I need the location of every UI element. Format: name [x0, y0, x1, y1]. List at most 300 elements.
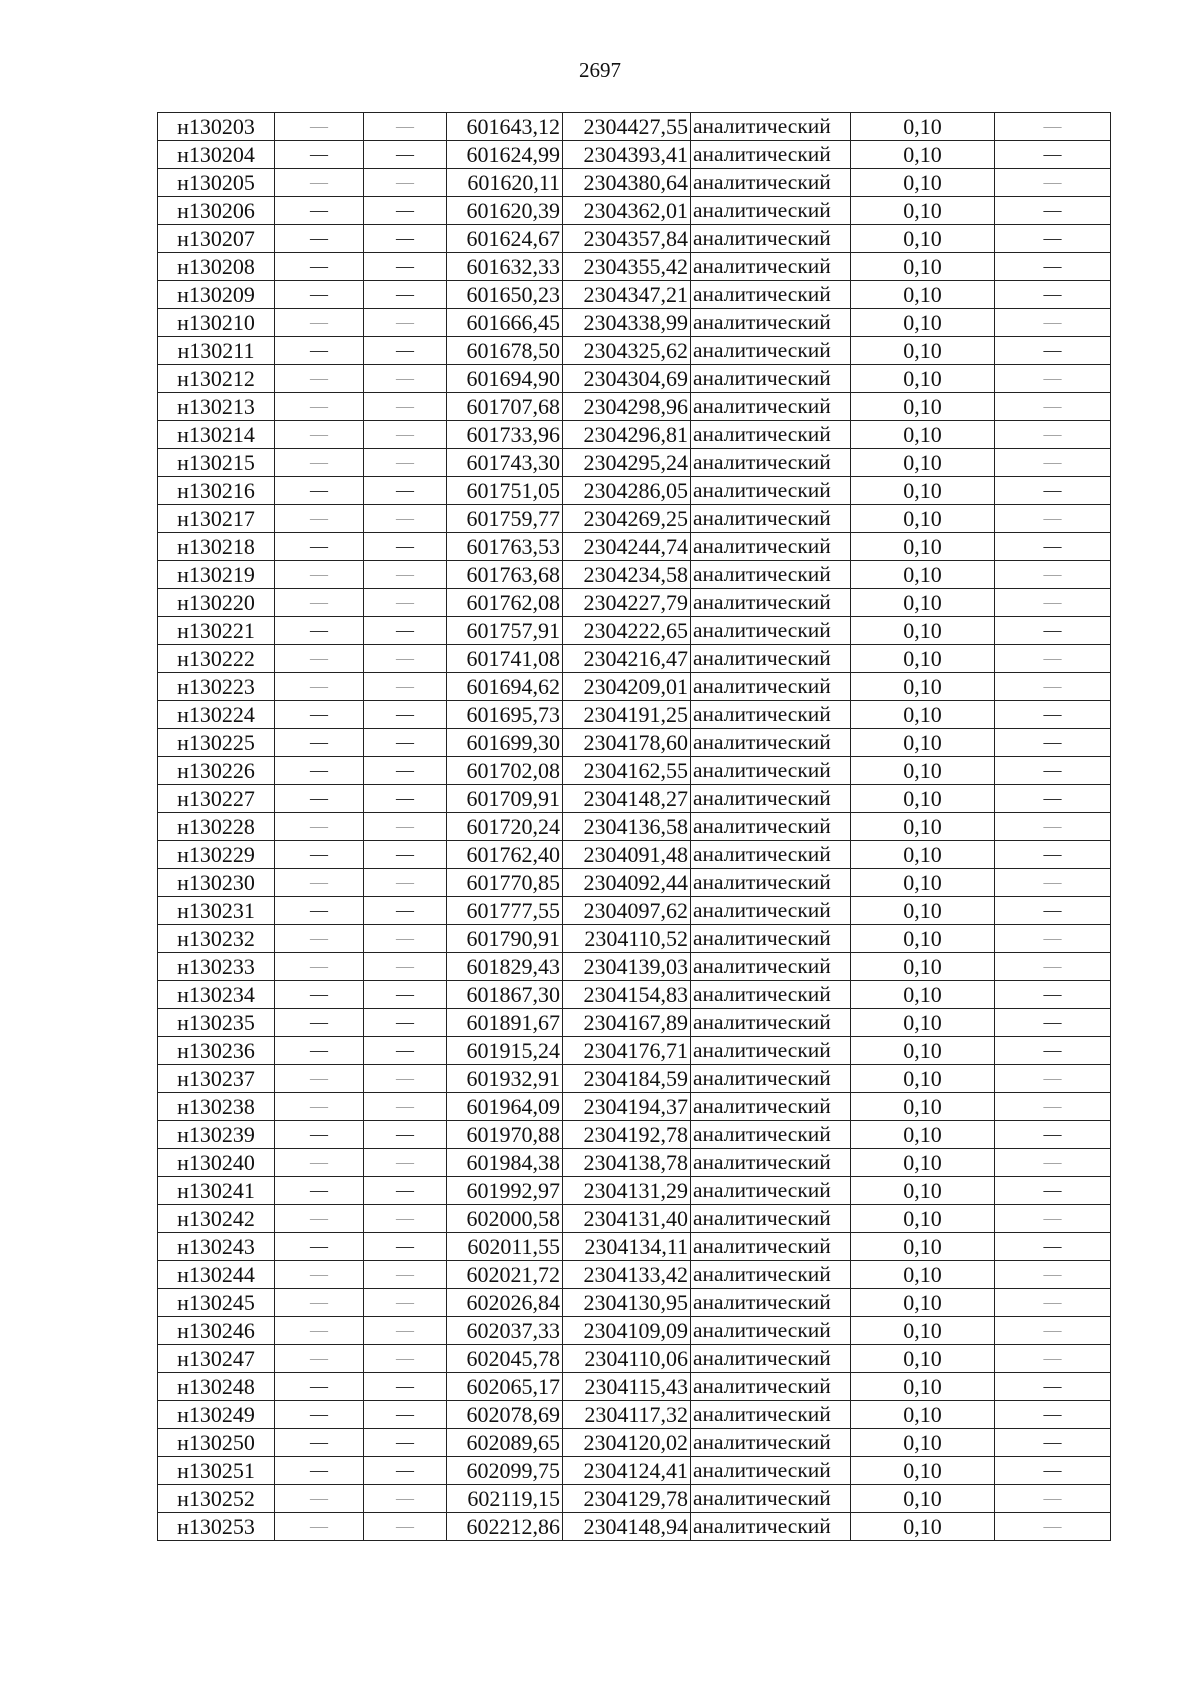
accuracy-cell: 0,10	[851, 309, 995, 337]
empty-value-cell: —	[364, 841, 447, 869]
accuracy-cell: 0,10	[851, 533, 995, 561]
accuracy-cell: 0,10	[851, 673, 995, 701]
table-row	[158, 1373, 1111, 1401]
point-id-cell: н130205	[158, 169, 275, 197]
method-cell: аналитический	[691, 645, 851, 673]
empty-value-cell: —	[995, 1485, 1111, 1513]
method-cell: аналитический	[691, 1317, 851, 1345]
empty-value-cell: —	[364, 673, 447, 701]
empty-value-cell: —	[275, 1373, 364, 1401]
accuracy-cell: 0,10	[851, 113, 995, 141]
accuracy-cell: 0,10	[851, 897, 995, 925]
table-row	[158, 533, 1111, 561]
table-row	[158, 1513, 1111, 1541]
empty-value-cell: —	[364, 281, 447, 309]
point-id-cell: н130229	[158, 841, 275, 869]
accuracy-cell: 0,10	[851, 1233, 995, 1261]
empty-value-cell: —	[364, 869, 447, 897]
coordinate-y-cell: 2304115,43	[563, 1373, 691, 1401]
table-row	[158, 1037, 1111, 1065]
point-id-cell: н130233	[158, 953, 275, 981]
accuracy-cell: 0,10	[851, 1485, 995, 1513]
empty-value-cell: —	[364, 785, 447, 813]
empty-value-cell: —	[275, 477, 364, 505]
empty-value-cell: —	[364, 1065, 447, 1093]
empty-value-cell: —	[275, 505, 364, 533]
empty-value-cell: —	[364, 393, 447, 421]
point-id-cell: н130241	[158, 1177, 275, 1205]
table-row	[158, 449, 1111, 477]
accuracy-cell: 0,10	[851, 281, 995, 309]
empty-value-cell: —	[364, 645, 447, 673]
table-row	[158, 645, 1111, 673]
empty-value-cell: —	[275, 981, 364, 1009]
empty-value-cell: —	[275, 337, 364, 365]
empty-value-cell: —	[995, 1401, 1111, 1429]
coordinate-x-cell: 602212,86	[447, 1513, 563, 1541]
coordinate-y-cell: 2304148,94	[563, 1513, 691, 1541]
empty-value-cell: —	[995, 1149, 1111, 1177]
empty-value-cell: —	[275, 1485, 364, 1513]
coordinate-y-cell: 2304130,95	[563, 1289, 691, 1317]
empty-value-cell: —	[995, 869, 1111, 897]
point-id-cell: н130215	[158, 449, 275, 477]
point-id-cell: н130222	[158, 645, 275, 673]
accuracy-cell: 0,10	[851, 1513, 995, 1541]
point-id-cell: н130230	[158, 869, 275, 897]
method-cell: аналитический	[691, 701, 851, 729]
coordinate-x-cell: 601624,99	[447, 141, 563, 169]
coordinate-y-cell: 2304162,55	[563, 757, 691, 785]
point-id-cell: н130232	[158, 925, 275, 953]
coordinate-y-cell: 2304194,37	[563, 1093, 691, 1121]
empty-value-cell: —	[275, 925, 364, 953]
empty-value-cell: —	[364, 897, 447, 925]
coordinate-x-cell: 602045,78	[447, 1345, 563, 1373]
coordinate-x-cell: 601707,68	[447, 393, 563, 421]
coordinate-x-cell: 601790,91	[447, 925, 563, 953]
method-cell: аналитический	[691, 225, 851, 253]
empty-value-cell: —	[364, 225, 447, 253]
empty-value-cell: —	[275, 1401, 364, 1429]
coordinate-x-cell: 601932,91	[447, 1065, 563, 1093]
accuracy-cell: 0,10	[851, 1317, 995, 1345]
method-cell: аналитический	[691, 1037, 851, 1065]
point-id-cell: н130221	[158, 617, 275, 645]
coordinate-x-cell: 601709,91	[447, 785, 563, 813]
empty-value-cell: —	[364, 953, 447, 981]
method-cell: аналитический	[691, 421, 851, 449]
empty-value-cell: —	[364, 1429, 447, 1457]
table-row	[158, 617, 1111, 645]
empty-value-cell: —	[995, 365, 1111, 393]
method-cell: аналитический	[691, 1009, 851, 1037]
empty-value-cell: —	[364, 365, 447, 393]
point-id-cell: н130225	[158, 729, 275, 757]
coordinate-y-cell: 2304244,74	[563, 533, 691, 561]
table-row	[158, 729, 1111, 757]
table-row	[158, 785, 1111, 813]
empty-value-cell: —	[275, 309, 364, 337]
empty-value-cell: —	[364, 421, 447, 449]
accuracy-cell: 0,10	[851, 869, 995, 897]
table-row	[158, 309, 1111, 337]
method-cell: аналитический	[691, 1289, 851, 1317]
empty-value-cell: —	[364, 589, 447, 617]
empty-value-cell: —	[364, 925, 447, 953]
empty-value-cell: —	[364, 113, 447, 141]
page-number: 2697	[579, 58, 621, 82]
point-id-cell: н130227	[158, 785, 275, 813]
table-row	[158, 197, 1111, 225]
empty-value-cell: —	[275, 169, 364, 197]
empty-value-cell: —	[275, 1037, 364, 1065]
method-cell: аналитический	[691, 729, 851, 757]
accuracy-cell: 0,10	[851, 757, 995, 785]
empty-value-cell: —	[995, 1233, 1111, 1261]
empty-value-cell: —	[995, 393, 1111, 421]
empty-value-cell: —	[275, 869, 364, 897]
table-row	[158, 1457, 1111, 1485]
coordinate-x-cell: 601741,08	[447, 645, 563, 673]
method-cell: аналитический	[691, 337, 851, 365]
empty-value-cell: —	[364, 561, 447, 589]
empty-value-cell: —	[275, 841, 364, 869]
coordinate-x-cell: 601678,50	[447, 337, 563, 365]
point-id-cell: н130238	[158, 1093, 275, 1121]
empty-value-cell: —	[364, 1093, 447, 1121]
table-row	[158, 869, 1111, 897]
method-cell: аналитический	[691, 1513, 851, 1541]
coordinate-x-cell: 602065,17	[447, 1373, 563, 1401]
coordinate-x-cell: 601984,38	[447, 1149, 563, 1177]
empty-value-cell: —	[364, 1401, 447, 1429]
empty-value-cell: —	[275, 729, 364, 757]
coordinate-x-cell: 601694,90	[447, 365, 563, 393]
method-cell: аналитический	[691, 1373, 851, 1401]
empty-value-cell: —	[995, 197, 1111, 225]
method-cell: аналитический	[691, 1093, 851, 1121]
accuracy-cell: 0,10	[851, 1121, 995, 1149]
method-cell: аналитический	[691, 1261, 851, 1289]
empty-value-cell: —	[364, 813, 447, 841]
accuracy-cell: 0,10	[851, 1261, 995, 1289]
point-id-cell: н130214	[158, 421, 275, 449]
coordinate-y-cell: 2304138,78	[563, 1149, 691, 1177]
table-row	[158, 393, 1111, 421]
accuracy-cell: 0,10	[851, 617, 995, 645]
empty-value-cell: —	[995, 533, 1111, 561]
method-cell: аналитический	[691, 1345, 851, 1373]
table-row	[158, 757, 1111, 785]
coordinate-x-cell: 601763,68	[447, 561, 563, 589]
empty-value-cell: —	[995, 1065, 1111, 1093]
empty-value-cell: —	[995, 281, 1111, 309]
table-row	[158, 1009, 1111, 1037]
empty-value-cell: —	[995, 785, 1111, 813]
empty-value-cell: —	[275, 1121, 364, 1149]
coordinate-x-cell: 601620,39	[447, 197, 563, 225]
coordinate-x-cell: 601763,53	[447, 533, 563, 561]
point-id-cell: н130246	[158, 1317, 275, 1345]
coordinate-x-cell: 601720,24	[447, 813, 563, 841]
accuracy-cell: 0,10	[851, 225, 995, 253]
accuracy-cell: 0,10	[851, 729, 995, 757]
empty-value-cell: —	[364, 449, 447, 477]
empty-value-cell: —	[995, 1289, 1111, 1317]
table-row	[158, 813, 1111, 841]
method-cell: аналитический	[691, 505, 851, 533]
method-cell: аналитический	[691, 869, 851, 897]
empty-value-cell: —	[995, 645, 1111, 673]
coordinate-x-cell: 601699,30	[447, 729, 563, 757]
coordinate-y-cell: 2304234,58	[563, 561, 691, 589]
accuracy-cell: 0,10	[851, 925, 995, 953]
empty-value-cell: —	[275, 1317, 364, 1345]
accuracy-cell: 0,10	[851, 645, 995, 673]
coordinate-y-cell: 2304192,78	[563, 1121, 691, 1149]
table-row	[158, 141, 1111, 169]
empty-value-cell: —	[275, 113, 364, 141]
empty-value-cell: —	[995, 1345, 1111, 1373]
table-row	[158, 225, 1111, 253]
point-id-cell: н130231	[158, 897, 275, 925]
coordinate-x-cell: 601762,08	[447, 589, 563, 617]
empty-value-cell: —	[364, 1233, 447, 1261]
empty-value-cell: —	[995, 813, 1111, 841]
empty-value-cell: —	[995, 449, 1111, 477]
coordinate-y-cell: 2304184,59	[563, 1065, 691, 1093]
table-row	[158, 1065, 1111, 1093]
table-row	[158, 701, 1111, 729]
accuracy-cell: 0,10	[851, 1037, 995, 1065]
point-id-cell: н130208	[158, 253, 275, 281]
method-cell: аналитический	[691, 281, 851, 309]
coordinate-x-cell: 601666,45	[447, 309, 563, 337]
empty-value-cell: —	[364, 729, 447, 757]
method-cell: аналитический	[691, 449, 851, 477]
method-cell: аналитический	[691, 309, 851, 337]
empty-value-cell: —	[995, 701, 1111, 729]
method-cell: аналитический	[691, 253, 851, 281]
table-row	[158, 253, 1111, 281]
method-cell: аналитический	[691, 897, 851, 925]
coordinate-x-cell: 601650,23	[447, 281, 563, 309]
empty-value-cell: —	[995, 337, 1111, 365]
empty-value-cell: —	[995, 141, 1111, 169]
accuracy-cell: 0,10	[851, 813, 995, 841]
method-cell: аналитический	[691, 1457, 851, 1485]
coordinate-y-cell: 2304298,96	[563, 393, 691, 421]
coordinate-y-cell: 2304427,55	[563, 113, 691, 141]
table-row	[158, 1401, 1111, 1429]
empty-value-cell: —	[364, 1261, 447, 1289]
coordinate-y-cell: 2304148,27	[563, 785, 691, 813]
accuracy-cell: 0,10	[851, 1093, 995, 1121]
empty-value-cell: —	[364, 1037, 447, 1065]
accuracy-cell: 0,10	[851, 1149, 995, 1177]
coordinate-x-cell: 602000,58	[447, 1205, 563, 1233]
point-id-cell: н130250	[158, 1429, 275, 1457]
empty-value-cell: —	[364, 1457, 447, 1485]
table-row	[158, 477, 1111, 505]
accuracy-cell: 0,10	[851, 981, 995, 1009]
empty-value-cell: —	[275, 393, 364, 421]
table-row	[158, 841, 1111, 869]
coordinate-x-cell: 601624,67	[447, 225, 563, 253]
method-cell: аналитический	[691, 925, 851, 953]
point-id-cell: н130223	[158, 673, 275, 701]
empty-value-cell: —	[364, 981, 447, 1009]
empty-value-cell: —	[364, 757, 447, 785]
empty-value-cell: —	[364, 1289, 447, 1317]
point-id-cell: н130239	[158, 1121, 275, 1149]
empty-value-cell: —	[995, 1429, 1111, 1457]
empty-value-cell: —	[275, 1457, 364, 1485]
empty-value-cell: —	[275, 813, 364, 841]
coordinate-y-cell: 2304133,42	[563, 1261, 691, 1289]
empty-value-cell: —	[995, 1513, 1111, 1541]
method-cell: аналитический	[691, 365, 851, 393]
method-cell: аналитический	[691, 1065, 851, 1093]
empty-value-cell: —	[995, 673, 1111, 701]
table-row	[158, 589, 1111, 617]
method-cell: аналитический	[691, 113, 851, 141]
empty-value-cell: —	[275, 561, 364, 589]
coordinate-y-cell: 2304134,11	[563, 1233, 691, 1261]
coordinate-x-cell: 602037,33	[447, 1317, 563, 1345]
empty-value-cell: —	[275, 225, 364, 253]
empty-value-cell: —	[364, 1345, 447, 1373]
coordinate-x-cell: 601964,09	[447, 1093, 563, 1121]
method-cell: аналитический	[691, 197, 851, 225]
empty-value-cell: —	[275, 1065, 364, 1093]
coordinate-y-cell: 2304154,83	[563, 981, 691, 1009]
empty-value-cell: —	[364, 1513, 447, 1541]
empty-value-cell: —	[995, 841, 1111, 869]
coordinate-x-cell: 601757,91	[447, 617, 563, 645]
table-body	[158, 113, 1111, 1541]
empty-value-cell: —	[364, 1317, 447, 1345]
table-row	[158, 673, 1111, 701]
point-id-cell: н130245	[158, 1289, 275, 1317]
empty-value-cell: —	[995, 1093, 1111, 1121]
accuracy-cell: 0,10	[851, 393, 995, 421]
empty-value-cell: —	[995, 561, 1111, 589]
empty-value-cell: —	[995, 169, 1111, 197]
empty-value-cell: —	[275, 365, 364, 393]
point-id-cell: н130247	[158, 1345, 275, 1373]
table-row	[158, 169, 1111, 197]
empty-value-cell: —	[364, 1149, 447, 1177]
accuracy-cell: 0,10	[851, 1401, 995, 1429]
method-cell: аналитический	[691, 1177, 851, 1205]
empty-value-cell: —	[275, 673, 364, 701]
point-id-cell: н130206	[158, 197, 275, 225]
coordinate-y-cell: 2304296,81	[563, 421, 691, 449]
method-cell: аналитический	[691, 1149, 851, 1177]
empty-value-cell: —	[275, 1513, 364, 1541]
point-id-cell: н130209	[158, 281, 275, 309]
empty-value-cell: —	[364, 169, 447, 197]
point-id-cell: н130235	[158, 1009, 275, 1037]
empty-value-cell: —	[364, 1121, 447, 1149]
point-id-cell: н130243	[158, 1233, 275, 1261]
empty-value-cell: —	[995, 1205, 1111, 1233]
method-cell: аналитический	[691, 1233, 851, 1261]
empty-value-cell: —	[995, 1373, 1111, 1401]
empty-value-cell: —	[275, 589, 364, 617]
empty-value-cell: —	[995, 1121, 1111, 1149]
accuracy-cell: 0,10	[851, 1345, 995, 1373]
empty-value-cell: —	[995, 757, 1111, 785]
coordinate-y-cell: 2304269,25	[563, 505, 691, 533]
coordinate-x-cell: 601770,85	[447, 869, 563, 897]
coordinate-y-cell: 2304131,29	[563, 1177, 691, 1205]
coordinate-y-cell: 2304338,99	[563, 309, 691, 337]
empty-value-cell: —	[275, 1289, 364, 1317]
table-row	[158, 1345, 1111, 1373]
table-row	[158, 1149, 1111, 1177]
empty-value-cell: —	[275, 1149, 364, 1177]
empty-value-cell: —	[995, 505, 1111, 533]
coordinate-x-cell: 601759,77	[447, 505, 563, 533]
table-row	[158, 897, 1111, 925]
coordinate-y-cell: 2304295,24	[563, 449, 691, 477]
coordinate-y-cell: 2304131,40	[563, 1205, 691, 1233]
point-id-cell: н130211	[158, 337, 275, 365]
point-id-cell: н130207	[158, 225, 275, 253]
empty-value-cell: —	[275, 533, 364, 561]
method-cell: аналитический	[691, 1401, 851, 1429]
empty-value-cell: —	[275, 141, 364, 169]
coordinate-x-cell: 601867,30	[447, 981, 563, 1009]
coordinate-y-cell: 2304167,89	[563, 1009, 691, 1037]
coordinate-y-cell: 2304222,65	[563, 617, 691, 645]
empty-value-cell: —	[995, 309, 1111, 337]
point-id-cell: н130248	[158, 1373, 275, 1401]
empty-value-cell: —	[364, 617, 447, 645]
method-cell: аналитический	[691, 589, 851, 617]
coordinate-y-cell: 2304227,79	[563, 589, 691, 617]
coordinate-y-cell: 2304304,69	[563, 365, 691, 393]
empty-value-cell: —	[995, 477, 1111, 505]
coordinate-x-cell: 601733,96	[447, 421, 563, 449]
empty-value-cell: —	[275, 1093, 364, 1121]
method-cell: аналитический	[691, 1121, 851, 1149]
empty-value-cell: —	[275, 449, 364, 477]
accuracy-cell: 0,10	[851, 141, 995, 169]
table-row	[158, 1233, 1111, 1261]
coordinate-x-cell: 602119,15	[447, 1485, 563, 1513]
table-row	[158, 1485, 1111, 1513]
point-id-cell: н130213	[158, 393, 275, 421]
point-id-cell: н130216	[158, 477, 275, 505]
point-id-cell: н130226	[158, 757, 275, 785]
coordinate-y-cell: 2304120,02	[563, 1429, 691, 1457]
empty-value-cell: —	[995, 617, 1111, 645]
coordinate-x-cell: 602089,65	[447, 1429, 563, 1457]
method-cell: аналитический	[691, 1429, 851, 1457]
empty-value-cell: —	[275, 1233, 364, 1261]
coordinate-y-cell: 2304092,44	[563, 869, 691, 897]
coordinate-x-cell: 601743,30	[447, 449, 563, 477]
point-id-cell: н130228	[158, 813, 275, 841]
method-cell: аналитический	[691, 561, 851, 589]
point-id-cell: н130204	[158, 141, 275, 169]
empty-value-cell: —	[275, 785, 364, 813]
point-id-cell: н130236	[158, 1037, 275, 1065]
